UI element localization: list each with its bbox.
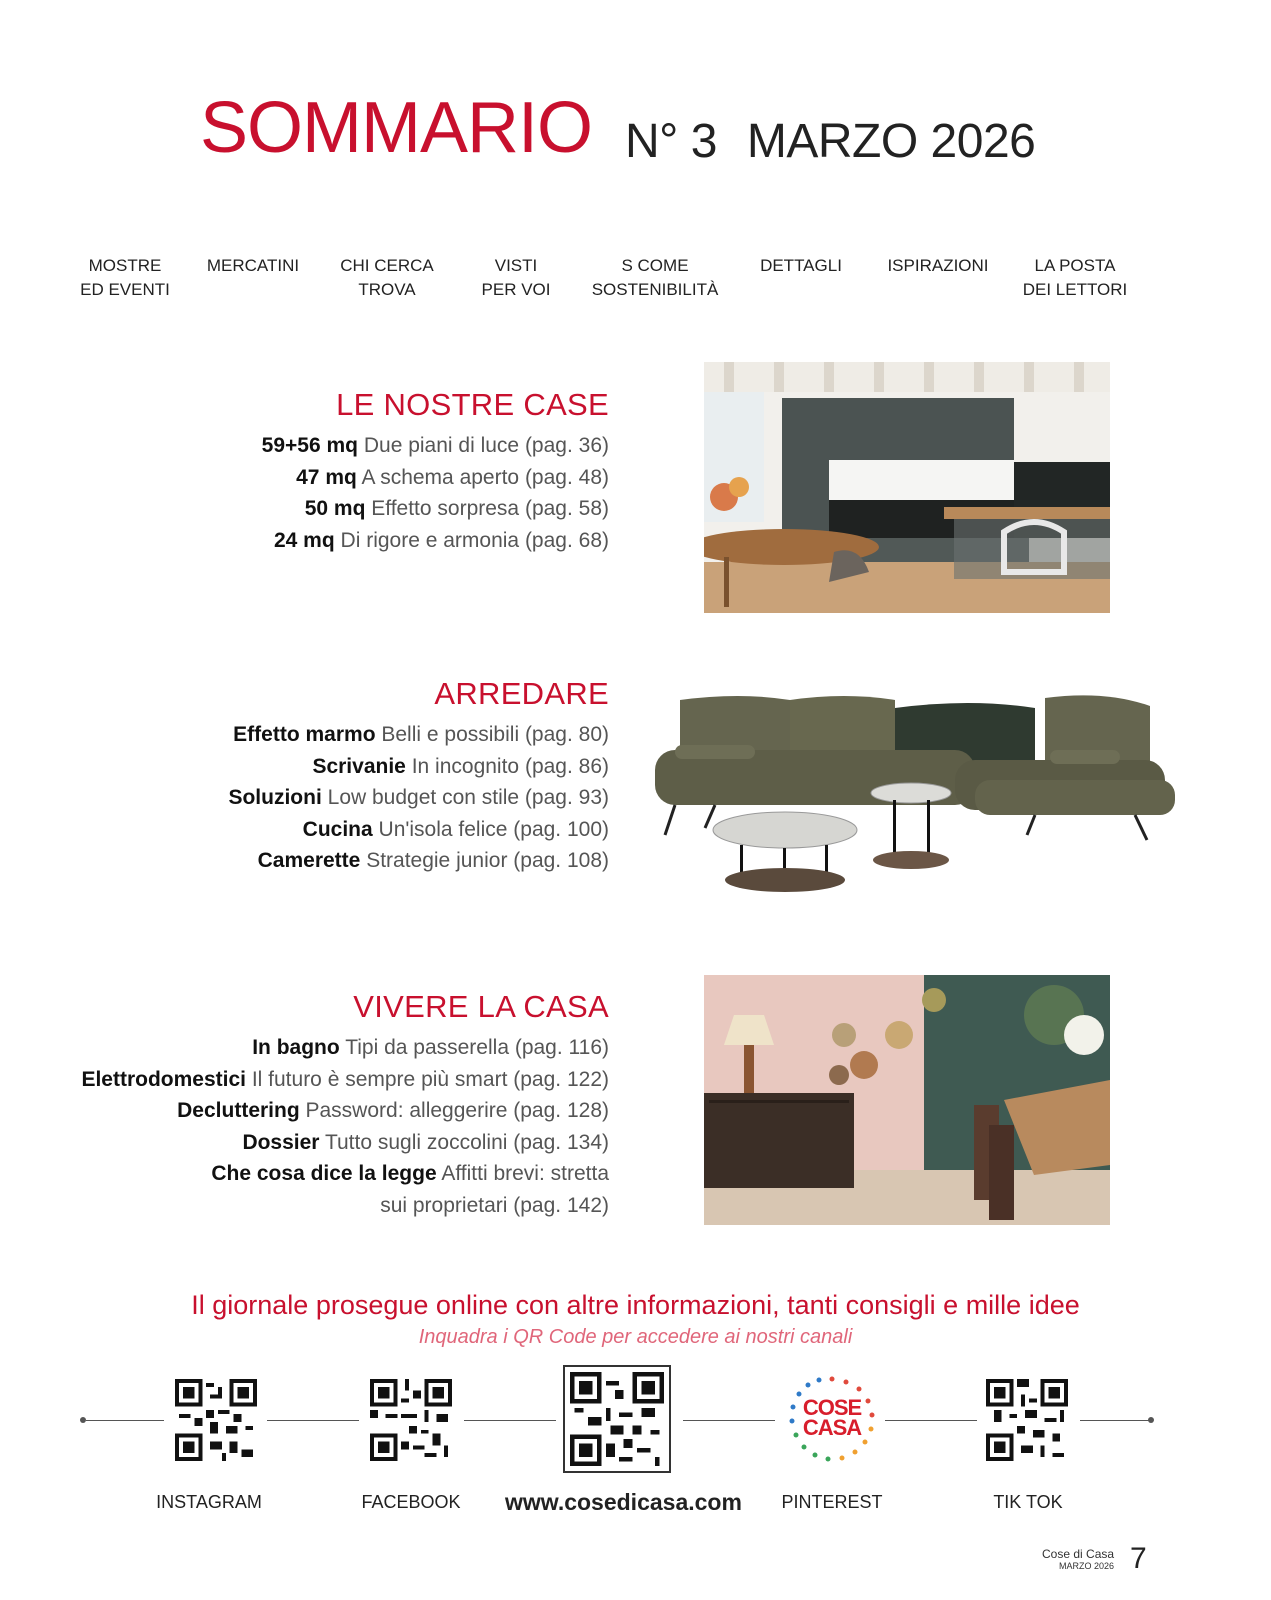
toc-entry[interactable]: 24 mq Di rigore e armonia (pag. 68): [273, 528, 609, 552]
promo-headline: Il giornale prosegue online con altre informazioni, tanti consigli e mille idee: [191, 1290, 1080, 1320]
category-mercatini[interactable]: MERCATINI: [206, 256, 300, 275]
toc-entry[interactable]: Camerette Strategie junior (pag. 108): [257, 849, 609, 873]
toc-entry[interactable]: Effetto marmo Belli e possibili (pag. 80): [233, 723, 609, 747]
divider-rule: [683, 1420, 775, 1421]
issue-number: N° 3: [625, 115, 717, 168]
facebook-label[interactable]: FACEBOOK: [361, 1492, 461, 1512]
toc-entry[interactable]: Soluzioni Low budget con stile (pag. 93): [228, 786, 609, 810]
toc-entry[interactable]: Decluttering Password: alleggerire (pag. 128): [177, 1099, 609, 1123]
toc-entry[interactable]: 50 mq Effetto sorpresa (pag. 58): [304, 497, 609, 521]
rule-endpoint: [1148, 1417, 1154, 1423]
website-link[interactable]: www.cosedicasa.com: [505, 1489, 742, 1515]
divider-rule: [885, 1420, 977, 1421]
facebook-qr-icon[interactable]: [370, 1379, 452, 1461]
section-le-nostre-case: [262, 388, 609, 556]
toc-entry[interactable]: Scrivanie In incognito (pag. 86): [312, 754, 609, 778]
website-qr-icon[interactable]: [563, 1365, 671, 1473]
category-mostre-eventi[interactable]: MOSTRE ED EVENTI: [80, 256, 170, 299]
category-visti-per-voi[interactable]: VISTI PER VOI: [481, 256, 551, 299]
toc-entry[interactable]: 47 mq A schema aperto (pag. 48): [296, 465, 609, 489]
page-title: SOMMARIO: [200, 88, 593, 168]
toc-entry[interactable]: Che cosa dice la legge Affitti brevi: stretta: [211, 1162, 609, 1186]
divider-rule: [267, 1420, 359, 1421]
category-dettagli[interactable]: DETTAGLI: [760, 256, 842, 275]
issue-info: [625, 115, 1036, 168]
category-chi-cerca-trova[interactable]: CHI CERCA TROVA: [340, 256, 434, 299]
sofa-photo: [655, 690, 1177, 905]
footer-magazine: Cose di Casa MARZO 2026: [1042, 1547, 1115, 1571]
section-title: ARREDARE: [434, 676, 609, 711]
category-posta-lettori[interactable]: LA POSTA DEI LETTORI: [1022, 256, 1128, 299]
divider-rule: [464, 1420, 556, 1421]
section-title: LE NOSTRE CASE: [336, 387, 609, 422]
pinterest-label[interactable]: PINTEREST: [781, 1492, 883, 1512]
issue-date: MARZO 2026: [746, 115, 1036, 168]
category-ispirazioni[interactable]: ISPIRAZIONI: [887, 256, 989, 275]
divider-rule: [1080, 1420, 1150, 1421]
living-photo: [704, 975, 1110, 1225]
toc-entry[interactable]: Elettrodomestici Il futuro è sempre più smart (pag. 122): [81, 1067, 609, 1091]
section-arredare: [228, 677, 609, 877]
tiktok-label[interactable]: TIK TOK: [993, 1492, 1063, 1512]
kitchen-photo: [704, 362, 1110, 613]
instagram-qr-icon[interactable]: [175, 1379, 257, 1461]
tiktok-qr-icon[interactable]: [986, 1379, 1068, 1461]
toc-entry[interactable]: In bagno Tipi da passerella (pag. 116): [252, 1036, 609, 1060]
toc-entry[interactable]: Dossier Tutto sugli zoccolini (pag. 134): [242, 1130, 609, 1154]
divider-rule: [86, 1420, 164, 1421]
toc-entry[interactable]: Cucina Un'isola felice (pag. 100): [302, 817, 609, 841]
category-sostenibilita[interactable]: S COME SOSTENIBILITÀ: [591, 256, 719, 299]
section-title: VIVERE LA CASA: [353, 989, 609, 1024]
toc-entry[interactable]: 59+56 mq Due piani di luce (pag. 36): [261, 434, 609, 458]
section-vivere-la-casa: [81, 990, 609, 1221]
instagram-label[interactable]: INSTAGRAM: [156, 1492, 262, 1512]
cose-casa-logo-icon[interactable]: COSE CASA: [788, 1375, 876, 1463]
page-number: 7: [1130, 1542, 1147, 1575]
toc-entry[interactable]: sui proprietari (pag. 142): [380, 1193, 609, 1217]
promo-subline: Inquadra i QR Code per accedere ai nostri canali: [418, 1326, 853, 1348]
